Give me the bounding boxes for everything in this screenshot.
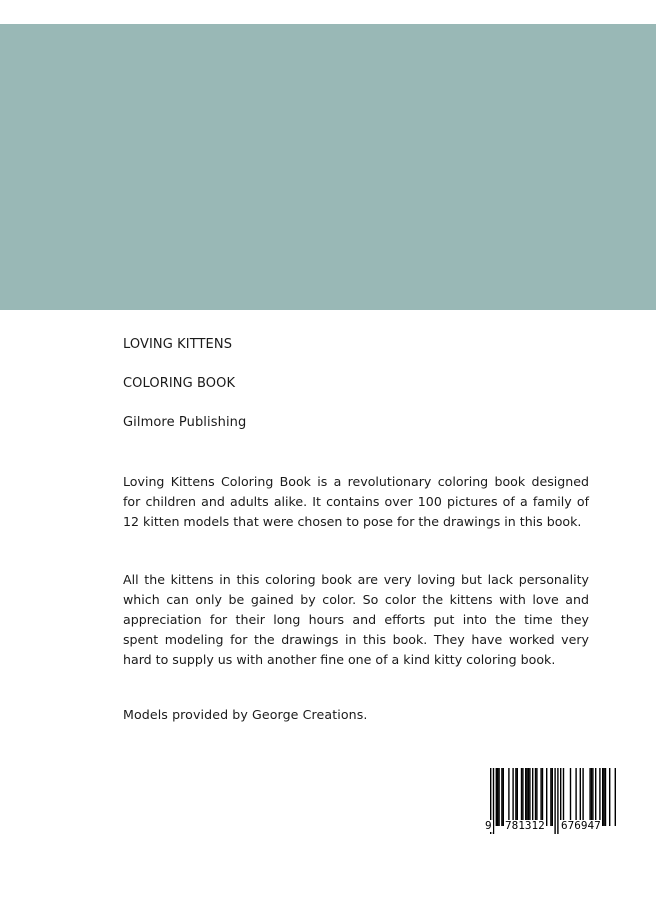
paragraph-line: which can only be gained by color. So color the kittens with love and	[123, 592, 589, 607]
barcode-bar	[528, 768, 529, 826]
paragraph-line: hard to supply us with another fine one of a kind kitty coloring book.	[123, 652, 556, 667]
barcode-bar	[615, 768, 616, 826]
barcode-group-2: 676947	[561, 819, 601, 832]
barcode-bar	[542, 768, 543, 826]
barcode-bar	[592, 768, 593, 826]
barcode-bar	[603, 768, 604, 826]
paragraph-line: 12 kitten models that were chosen to pose for the drawings in this book.	[123, 514, 582, 529]
barcode-bar	[496, 768, 497, 826]
barcode-bar	[570, 768, 571, 826]
barcode-bar	[546, 768, 547, 826]
paragraph-line: All the kittens in this coloring book are very loving but lack personality	[123, 572, 589, 587]
barcode-bar	[605, 768, 606, 826]
title-line-1: LOVING KITTENS	[123, 337, 233, 352]
barcode-bar	[525, 768, 526, 826]
barcode-bar	[526, 768, 527, 826]
paragraph-line: appreciation for their long hours and efforts put into the time they	[123, 612, 589, 627]
barcode-bar	[552, 768, 553, 826]
barcode-bar	[560, 768, 561, 826]
credits-line: Models provided by George Creations.	[123, 707, 368, 722]
paragraph-line: Loving Kittens Coloring Book is a revolutionary coloring book designed	[123, 474, 589, 489]
barcode-bar	[515, 768, 516, 826]
barcode-guard-bar	[557, 768, 558, 834]
barcode-bar	[521, 768, 522, 826]
publisher-name: Gilmore Publishing	[123, 415, 247, 430]
barcode-bar	[582, 768, 583, 826]
barcode-bar	[591, 768, 592, 826]
barcode-bar	[602, 768, 603, 826]
barcode-bar	[540, 768, 541, 826]
barcode-lead-digit: 9	[485, 819, 492, 832]
barcode-bar	[532, 768, 533, 826]
barcode-bar	[508, 768, 509, 826]
barcode-bar	[503, 768, 504, 826]
description-paragraph-1	[123, 472, 589, 532]
barcode-bar	[599, 768, 600, 826]
barcode-bar	[501, 768, 502, 826]
cover-color-band	[0, 24, 656, 310]
barcode-bar	[589, 768, 590, 826]
barcode-bar	[512, 768, 513, 826]
barcode-bar	[550, 768, 551, 826]
description-paragraph-2	[123, 570, 589, 670]
barcode-guard-bar	[554, 768, 555, 834]
barcode-bar	[529, 768, 530, 826]
paragraph-line: spent modeling for the drawings in this book. They have worked very	[123, 632, 589, 647]
paragraph-line: for children and adults alike. It contains over 100 pictures of a family of	[123, 494, 589, 509]
barcode-bar	[497, 768, 498, 826]
barcode-bar	[609, 768, 610, 826]
barcode-bar	[498, 768, 499, 826]
isbn-barcode	[486, 768, 618, 836]
barcode-bar	[580, 768, 581, 826]
barcode-bar	[563, 768, 564, 826]
barcode-bar	[575, 768, 576, 826]
barcode-bar	[536, 768, 537, 826]
barcode-bar	[522, 768, 523, 826]
barcode-guard-bar	[493, 768, 494, 834]
barcode-bar	[535, 768, 536, 826]
barcode-bar	[517, 768, 518, 826]
title-line-2: COLORING BOOK	[123, 376, 236, 391]
barcode-group-1: 781312	[505, 819, 545, 832]
barcode-bar	[595, 768, 596, 826]
